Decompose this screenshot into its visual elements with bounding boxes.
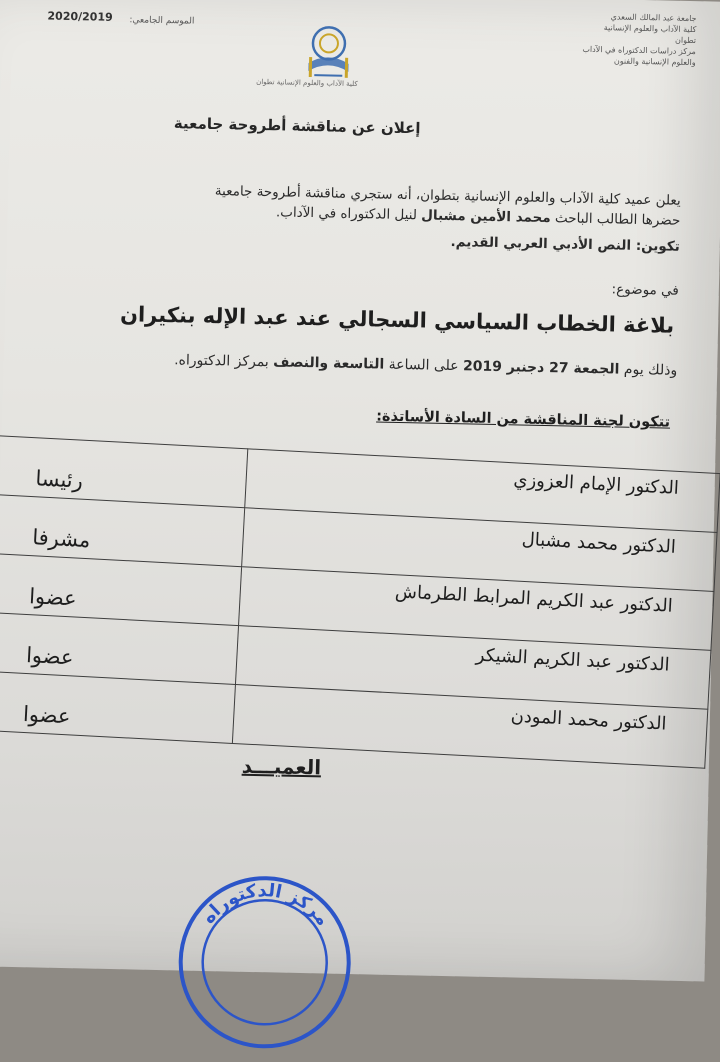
svg-text:مركز الدكتوراه [198, 879, 335, 931]
doctorate-stamp-icon [173, 870, 357, 1054]
announcement-title: إعلان عن مناقشة أطروحة جامعية [173, 114, 421, 138]
body-text: وذلك يوم [623, 361, 678, 379]
logo-caption: كلية الآداب والعلوم الإنسانية تطوان [256, 77, 358, 89]
member-name: الدكتور عبد الكريم المرابط الطرماش [238, 567, 714, 651]
member-role: عضوا [0, 670, 235, 743]
candidate-name: محمد الأمين مشبال [421, 207, 551, 227]
defense-time: التاسعة والنصف [273, 354, 385, 373]
body-text: على الساعة [388, 356, 459, 375]
subject-label: في موضوع: [611, 281, 680, 299]
body-text: حضرها الطالب الباحث [554, 210, 681, 229]
committee-title: تتكون لجنة المناقشة من السادة الأساتذة: [376, 408, 671, 431]
member-role: عضوا [0, 552, 241, 625]
body-text: لنيل الدكتوراه في الآداب. [275, 204, 418, 224]
institution-header [476, 8, 697, 68]
member-name: الدكتور محمد مشبال [241, 508, 717, 592]
institution-line: جامعة عبد المالك السعدي [610, 12, 697, 24]
member-role: رئيسا [0, 435, 247, 508]
date-line [0, 346, 677, 380]
member-name: الدكتور عبد الكريم الشيكر [235, 626, 711, 710]
member-name: الدكتور الإمام العزوزي [244, 449, 720, 533]
stamp-text: مركز الدكتوراه [197, 880, 334, 930]
academic-year: 2020/2019 [47, 9, 113, 24]
member-role: مشرفا [0, 494, 244, 567]
member-name: الدكتور محمد المودن [232, 684, 708, 768]
thesis-subject: بلاغة الخطاب السياسي السجالي عند عبد الإله بنكيران [119, 302, 675, 338]
committee-table [0, 434, 720, 769]
training-line: تكوين: النص الأدبي العربي القديم. [450, 234, 680, 255]
institution-line: مركز دراسات الدكتوراه في الآداب [582, 44, 696, 57]
institution-line: والعلوم الإنسانية والفنون [613, 56, 696, 68]
member-role: عضوا [0, 611, 238, 684]
dean-signature-label: العميـــد [241, 753, 322, 780]
body-text: بمركز الدكتوراه. [174, 352, 269, 371]
body-line-1: يعلن عميد كلية الآداب والعلوم الإنسانية بتطوان، أنه ستجري مناقشة أطروحة جامعية [214, 183, 681, 209]
academic-year-label: الموسم الجامعي: [129, 15, 195, 27]
institution-line: كلية الآداب والعلوم الإنسانية [603, 23, 697, 35]
defense-date: الجمعة 27 دجنبر 2019 [462, 358, 620, 378]
institution-line: تطوان [674, 35, 697, 46]
